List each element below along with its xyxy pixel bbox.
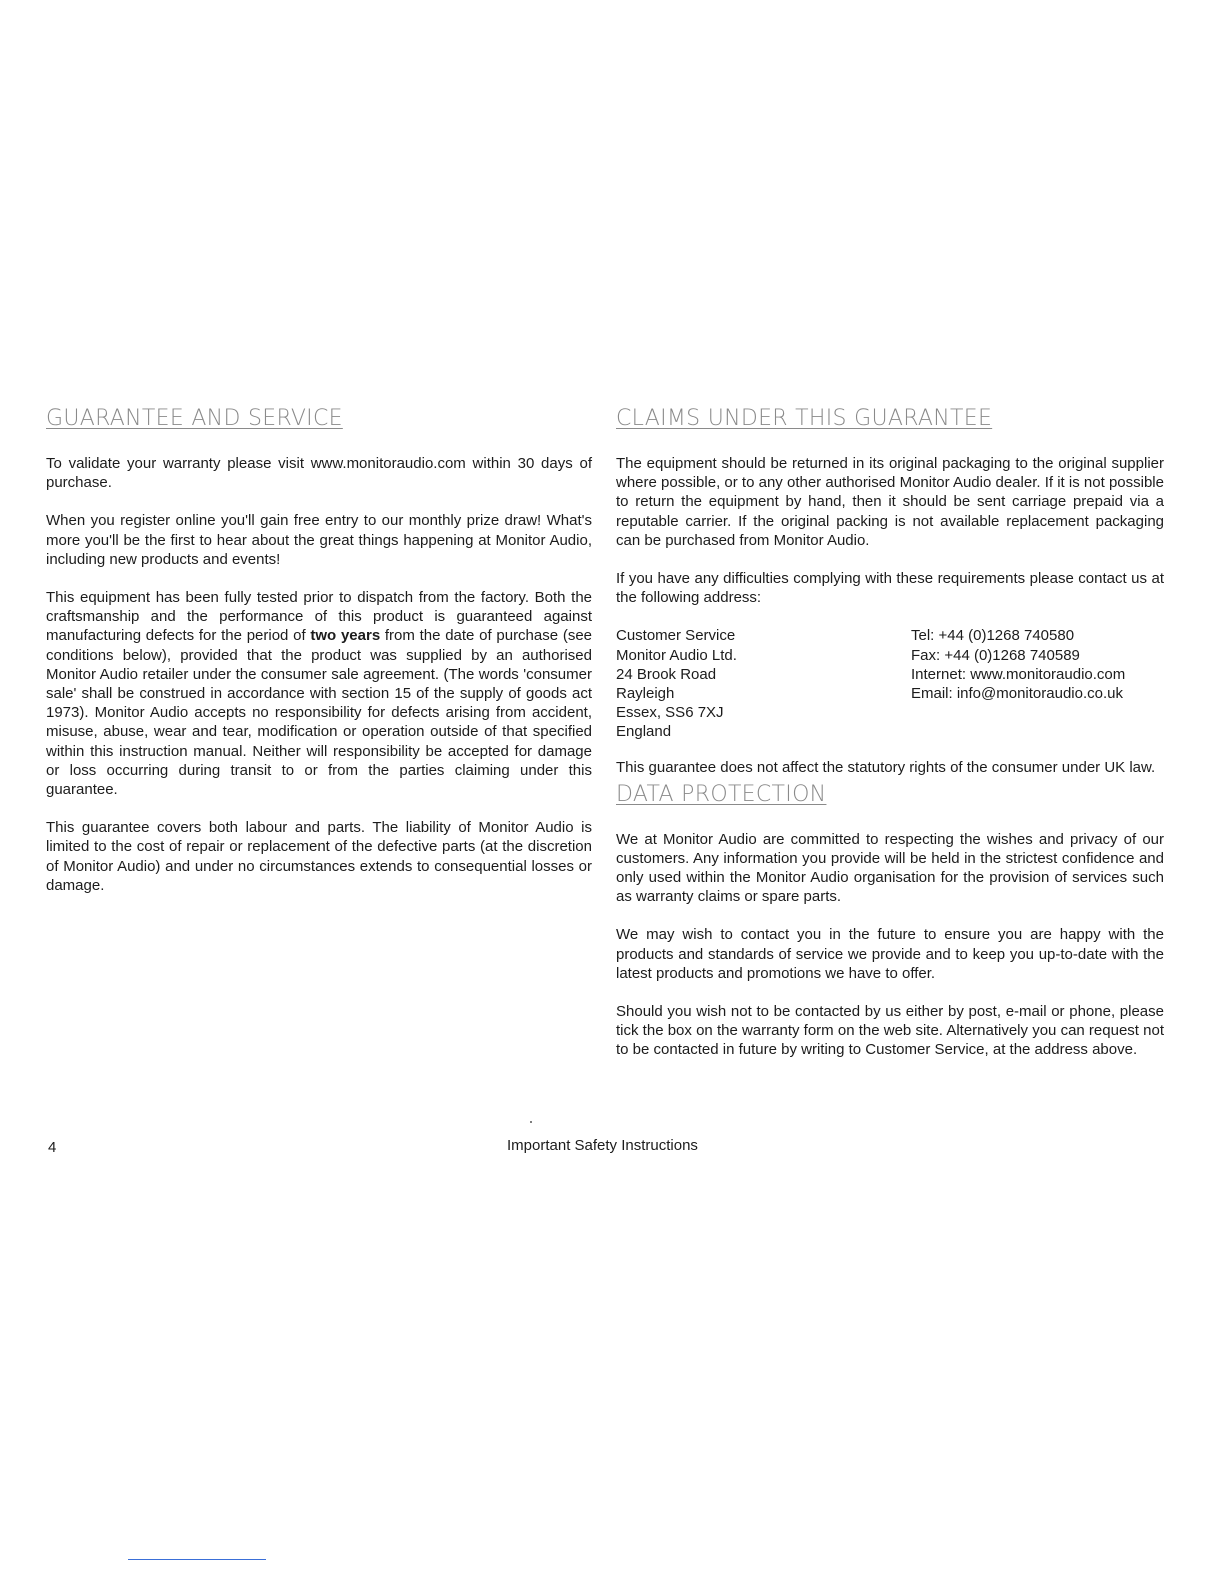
contact-email: Email: info@monitoraudio.co.uk bbox=[911, 685, 1123, 703]
address-line: Rayleigh bbox=[616, 685, 675, 703]
page-number: 4 bbox=[48, 1139, 57, 1156]
guarantee-terms-text-end: from the date of purchase (see conditions below), provided that the product was supplied by an authorised Monitor Audio retailer under the consumer sale agreement. (The words 'consumer sale' shall be construed in accordance with section 15 of the supply of goods act 1973). Monitor Audio accepts no responsibility for defects arising from accident, misuse, abuse, wear and tear, modification or operation outside of that specified within this instruction manual. Neither will responsibility be accepted for damage or loss occurring during transit to or from the parties claiming under this guarantee. bbox=[46, 627, 593, 799]
guarantee-section bbox=[46, 404, 592, 914]
address-line: England bbox=[616, 723, 672, 741]
guarantee-terms-text-start: This equipment has been fully tested prior to dispatch from the factory. Both the craftsmanship and the performance of this product is guaranteed against manufacturing defects for the period of bbox=[46, 589, 592, 645]
guarantee-paragraph-validate: To validate your warranty please visit www.monitoraudio.com within 30 days of purchase. bbox=[46, 455, 592, 492]
footer-title: Important Safety Instructions bbox=[507, 1137, 698, 1154]
data-protection-heading: DATA PROTECTION bbox=[616, 781, 827, 807]
data-protection-paragraph-contact: We may wish to contact you in the future to ensure you are happy with the products and standards of service we provide and to keep you up-to-date with the latest products and promotions we have to offer. bbox=[616, 926, 1164, 982]
contact-telephone: Tel: +44 (0)1268 740580 bbox=[911, 627, 1075, 645]
contact-details bbox=[911, 626, 1125, 703]
postal-address bbox=[616, 626, 737, 741]
scan-artifact-line bbox=[128, 1559, 266, 1560]
data-protection-paragraph-opt-out: Should you wish not to be contacted by us either by post, e-mail or phone, please tick the box on the warranty form on the web site. Alternatively you can request not to be contacted in future by writing to Customer Service, at the address above. bbox=[616, 1003, 1164, 1059]
claims-paragraph-statutory: This guarantee does not affect the statutory rights of the consumer under UK law. bbox=[616, 759, 1156, 777]
guarantee-period: two years bbox=[310, 627, 381, 645]
address-line: 24 Brook Road bbox=[616, 665, 717, 683]
claims-section bbox=[616, 404, 1164, 1079]
guarantee-paragraph-register: When you register online you'll gain free entry to our monthly prize draw! What's more you'll be the first to hear about the great things happening at Monitor Audio, including new products and events! bbox=[46, 512, 592, 568]
address-line: Monitor Audio Ltd. bbox=[616, 646, 737, 664]
claims-paragraph-contact: If you have any difficulties complying with these requirements please contact us at the following address: bbox=[616, 570, 1164, 607]
claims-heading: CLAIMS UNDER THIS GUARANTEE bbox=[616, 406, 993, 431]
data-protection-paragraph-privacy: We at Monitor Audio are committed to respecting the wishes and privacy of our customers. Any information you provide will be held in the strictest confidence and only used within the Monitor Audio organisation for the provision of services such as warranty claims or spare parts. bbox=[616, 830, 1164, 906]
contact-website: Internet: www.monitoraudio.com bbox=[911, 665, 1126, 683]
address-line: Essex, SS6 7XJ bbox=[616, 704, 724, 722]
guarantee-heading: GUARANTEE AND SERVICE bbox=[46, 406, 343, 431]
contact-address-block bbox=[616, 626, 1164, 742]
address-line: Customer Service bbox=[616, 627, 736, 645]
guarantee-paragraph-terms bbox=[46, 588, 592, 799]
guarantee-paragraph-liability: This guarantee covers both labour and parts. The liability of Monitor Audio is limited to the cost of repair or replacement of the defective parts (at the discretion of Monitor Audio) and under no circumstances extends to consequential losses or damage. bbox=[46, 819, 592, 894]
scan-speck bbox=[530, 1121, 532, 1123]
contact-fax: Fax: +44 (0)1268 740589 bbox=[911, 646, 1080, 664]
claims-paragraph-return: The equipment should be returned in its original packaging to the original supplier where possible, or to any other authorised Monitor Audio dealer. If it is not possible to return the equipment by hand, then it should be sent carriage prepaid via a reputable carrier. If the original packing is not available replacement packaging can be purchased from Monitor Audio. bbox=[616, 455, 1164, 549]
